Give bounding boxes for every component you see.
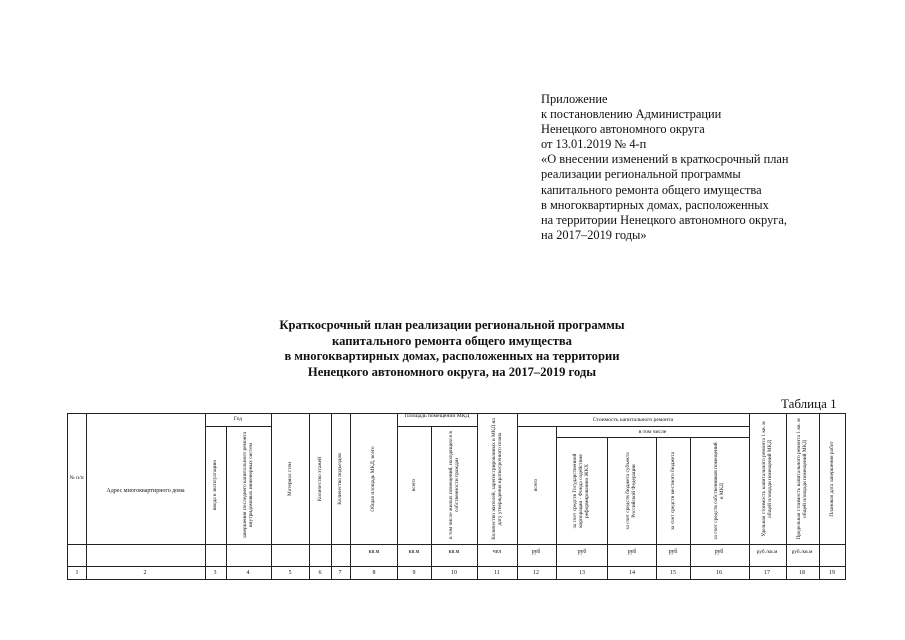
plan-table	[67, 413, 846, 580]
column-number: 8	[372, 570, 376, 576]
rule	[67, 566, 846, 567]
appendix-line: Приложение	[541, 92, 608, 106]
header-cost-fund: за счет средств Государственной корпорации - Фонда содействия реформированию ЖКХ	[572, 453, 590, 529]
column-number: 17	[764, 570, 770, 576]
title-line: Краткосрочный план реализации региональной программы	[279, 318, 625, 332]
rule	[556, 426, 557, 580]
unit-premises-total: кв.м	[408, 549, 420, 555]
rule	[86, 413, 87, 580]
title-line: Ненецкого автономного округа, на 2017–2019 годы	[307, 364, 597, 379]
rule	[397, 413, 398, 580]
unit-cost-total: руб	[531, 549, 541, 555]
rule	[397, 426, 477, 427]
header-premises-area: Площадь помещений МКД	[404, 413, 470, 419]
header-cost-local: за счет средств местного бюджета	[670, 451, 676, 531]
appendix-block	[541, 92, 871, 243]
header-max-cost: Предельная стоимость капитального ремонта 1 кв. м общей площади помещений МКД	[796, 418, 808, 540]
rule	[786, 413, 787, 580]
column-number: 5	[288, 570, 292, 576]
header-unit-cost: Удельная стоимость капитального ремонта 1 кв. м общей площади помещений МКД	[761, 421, 773, 537]
rule	[331, 413, 332, 580]
rule	[556, 437, 749, 438]
rule	[431, 426, 432, 580]
header-cost-total: всего	[533, 478, 539, 492]
unit-premises-residential: кв.м	[448, 549, 460, 555]
header-entrances: Количество подъездов	[337, 453, 343, 505]
rule	[690, 437, 691, 580]
column-number: 4	[246, 570, 250, 576]
appendix-line: в многоквартирных домах, расположенных	[541, 197, 769, 212]
appendix-line: капитального ремонта общего имущества	[541, 182, 762, 197]
rule	[205, 413, 206, 580]
header-cost: Стоимость капитального ремонта	[592, 417, 674, 423]
column-number: 14	[629, 570, 635, 576]
rule	[67, 544, 846, 545]
rule	[477, 413, 478, 580]
column-number: 18	[799, 570, 805, 576]
header-premises-total: всего	[411, 478, 417, 492]
header-wall-material: Материал стен	[287, 462, 293, 496]
header-cost-federal-subject: за счет средств бюджета субъекта Российской Федерации	[625, 452, 637, 530]
header-total-area: Общая площадь МКД, всего	[370, 446, 376, 512]
title-line: в многоквартирных домах, расположенных на территории	[284, 349, 620, 363]
header-year-commission: ввода в эксплуатацию	[212, 459, 218, 511]
header-residents: Количество жителей, зарегистрированных в МКД на дату утверждения краткосрочного плана	[491, 418, 503, 540]
rule	[517, 426, 749, 427]
appendix-line: от 13.01.2019 № 4-п	[541, 137, 647, 152]
unit-cost-owners: руб	[714, 549, 724, 555]
rule	[205, 426, 271, 427]
rule	[309, 413, 310, 580]
unit-cost-fund: руб	[577, 549, 587, 555]
rule	[607, 437, 608, 580]
column-number: 3	[213, 570, 217, 576]
rule	[656, 437, 657, 580]
column-number: 6	[318, 570, 322, 576]
column-number: 13	[579, 570, 585, 576]
column-number: 1	[75, 570, 79, 576]
column-number: 11	[494, 570, 500, 576]
header-premises-residential: в том числе жилых помещений, находящихся в собственности граждан	[448, 431, 460, 539]
rule	[819, 413, 820, 580]
appendix-line: «О внесении изменений в краткосрочный план	[541, 152, 789, 167]
appendix-line: на территории Ненецкого автономного округа,	[541, 212, 787, 227]
column-number: 9	[412, 570, 416, 576]
unit-unit-cost: руб./кв.м	[756, 549, 778, 555]
column-number: 7	[338, 570, 342, 576]
appendix-line: реализации региональной программы	[541, 167, 741, 182]
unit-total-area: кв.м	[368, 549, 380, 555]
column-number: 10	[451, 570, 457, 576]
unit-cost-local: руб	[668, 549, 678, 555]
unit-max-cost: руб./кв.м	[791, 549, 813, 555]
document-title	[150, 318, 754, 380]
unit-cost-federal-subject: руб	[627, 549, 637, 555]
rule	[226, 426, 227, 580]
header-cost-owners: за счет средств собственников помещений в МКД	[713, 442, 725, 540]
table-label: Таблица 1	[781, 396, 837, 411]
appendix-line: на 2017–2019 годы»	[541, 227, 647, 242]
header-floors: Количество этажей	[317, 456, 323, 502]
column-number: 15	[670, 570, 676, 576]
column-number: 12	[533, 570, 539, 576]
column-number: 19	[829, 570, 835, 576]
header-year-last-repair: завершения последнего капитального ремонта внутридомовых инженерных систем	[242, 431, 254, 539]
header-planned-date: Плановая дата завершения работ	[829, 441, 835, 517]
header-year: Год	[233, 416, 243, 422]
header-address: Адрес многоквартирного дома	[106, 488, 185, 494]
rule	[517, 413, 518, 580]
appendix-line: к постановлению Администрации	[541, 107, 722, 122]
column-number: 16	[716, 570, 722, 576]
unit-residents: чел	[492, 549, 502, 555]
header-including: в том числе	[638, 429, 667, 435]
appendix-line: Ненецкого автономного округа	[541, 122, 705, 137]
title-line: капитального ремонта общего имущества	[332, 333, 572, 348]
header-num: № п/п	[69, 475, 84, 481]
rule	[749, 413, 750, 580]
rule	[271, 413, 272, 580]
rule	[350, 413, 351, 580]
column-number: 2	[143, 570, 147, 576]
